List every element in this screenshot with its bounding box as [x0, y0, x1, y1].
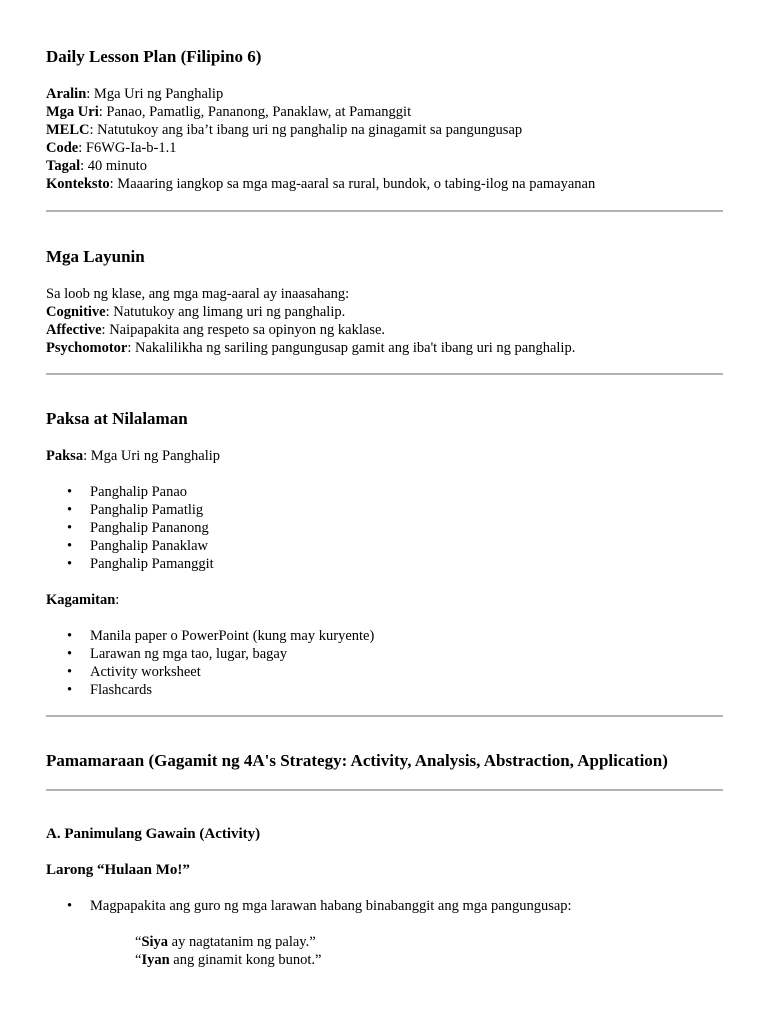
list-item-text: Activity worksheet	[90, 664, 201, 680]
bullet-icon: •	[67, 502, 73, 518]
list-item	[46, 501, 214, 519]
bullet-icon: •	[67, 628, 73, 644]
kagamitan-label: Kagamitan	[46, 592, 116, 608]
list-item	[46, 519, 214, 537]
objective-label: Psychomotor	[46, 340, 128, 356]
kagamitan-colon: :	[115, 592, 120, 608]
paksa-value: : Mga Uri ng Panghalip	[83, 448, 221, 464]
meta-value: : Natutukoy ang iba’t ibang uri ng panghalip na ginagamit sa pangungusap	[89, 122, 523, 138]
meta-value: : Maaaring iangkop sa mga mag-aaral sa rural, bundok, o tabing-ilog na pamayanan	[109, 176, 596, 192]
objective-label: Affective	[46, 322, 102, 338]
section-title-pamamaraan: Pamamaraan (Gagamit ng 4A's Strategy: Activity, Analysis, Abstraction, Application)	[46, 751, 668, 770]
section-title-paksa: Paksa at Nilalaman	[46, 409, 188, 428]
list-item-text: Panghalip Panaklaw	[90, 538, 208, 554]
meta-value: : 40 minuto	[80, 158, 147, 174]
meta-value: : F6WG-Ia-b-1.1	[78, 140, 177, 156]
objective-psychomotor	[46, 339, 575, 357]
example-sentence	[135, 951, 321, 969]
section-title-layunin: Mga Layunin	[46, 247, 145, 266]
meta-label: Aralin	[46, 86, 87, 102]
list-item	[46, 897, 572, 915]
sentence-rest: ang ginamit kong bunot.”	[169, 952, 322, 968]
bullet-icon: •	[67, 682, 73, 698]
game-title: Larong “Hulaan Mo!”	[46, 862, 190, 878]
layunin-intro: Sa loob ng klase, ang mga mag-aaral ay inaasahang:	[46, 286, 350, 302]
divider	[46, 715, 723, 717]
bullet-icon: •	[67, 538, 73, 554]
quote-open: “	[135, 934, 142, 950]
pronoun-highlight: Iyan	[141, 952, 170, 968]
topic-list	[46, 483, 214, 573]
bullet-icon: •	[67, 646, 73, 662]
divider	[46, 373, 723, 375]
layunin-body	[46, 285, 575, 357]
bullet-icon: •	[67, 520, 73, 536]
list-item-text: Panghalip Panao	[90, 484, 188, 500]
bullet-icon: •	[67, 898, 73, 914]
meta-label: Code	[46, 140, 79, 156]
objective-affective	[46, 321, 575, 339]
example-sentence	[135, 933, 316, 951]
quote-open: “	[135, 952, 142, 968]
bullet-icon: •	[67, 664, 73, 680]
bullet-icon: •	[67, 484, 73, 500]
list-item	[46, 483, 214, 501]
objective-label: Cognitive	[46, 304, 106, 320]
list-item-text: Panghalip Pamatlig	[90, 502, 204, 518]
document-title: Daily Lesson Plan (Filipino 6)	[46, 47, 262, 66]
list-item	[46, 627, 374, 645]
list-item	[46, 645, 374, 663]
materials-list	[46, 627, 374, 699]
meta-value: : Mga Uri ng Panghalip	[86, 86, 224, 102]
meta-tagal	[46, 157, 595, 175]
list-item-text: Larawan ng mga tao, lugar, bagay	[90, 646, 288, 662]
list-item	[46, 537, 214, 555]
objective-cognitive	[46, 303, 575, 321]
list-item-text: Magpapakita ang guro ng mga larawan habang binabanggit ang mga pangungusap:	[90, 898, 572, 914]
objective-text: : Natutukoy ang limang uri ng panghalip.	[105, 304, 346, 320]
activity-list	[46, 897, 572, 915]
list-item	[46, 555, 214, 573]
objective-text: : Naipapakita ang respeto sa opinyon ng kaklase.	[101, 322, 386, 338]
list-item	[46, 663, 374, 681]
divider	[46, 789, 723, 791]
kagamitan-line	[46, 591, 119, 609]
sentence-rest: ay nagtatanim ng palay.”	[168, 934, 316, 950]
meta-label: Mga Uri	[46, 104, 99, 120]
list-item-text: Panghalip Pananong	[90, 520, 209, 536]
meta-aralin	[46, 85, 595, 103]
objective-text: : Nakalilikha ng sariling pangungusap gamit ang iba't ibang uri ng panghalip.	[127, 340, 576, 356]
list-item-text: Panghalip Pamanggit	[90, 556, 214, 572]
list-item	[46, 681, 374, 699]
meta-melc	[46, 121, 595, 139]
bullet-icon: •	[67, 556, 73, 572]
pronoun-highlight: Siya	[141, 934, 169, 950]
list-item-text: Flashcards	[90, 682, 153, 698]
paksa-line	[46, 447, 220, 465]
meta-code	[46, 139, 595, 157]
meta-label: Tagal	[46, 158, 81, 174]
list-item-text: Manila paper o PowerPoint (kung may kuryente)	[90, 628, 375, 644]
meta-value: : Panao, Pamatlig, Pananong, Panaklaw, at Pamanggit	[98, 104, 412, 120]
lesson-meta	[46, 85, 595, 193]
paksa-label: Paksa	[46, 448, 84, 464]
meta-konteksto	[46, 175, 595, 193]
divider	[46, 210, 723, 212]
meta-mga-uri	[46, 103, 595, 121]
subsection-title-activity: A. Panimulang Gawain (Activity)	[46, 826, 261, 842]
meta-label: Konteksto	[46, 176, 110, 192]
meta-label: MELC	[46, 122, 90, 138]
